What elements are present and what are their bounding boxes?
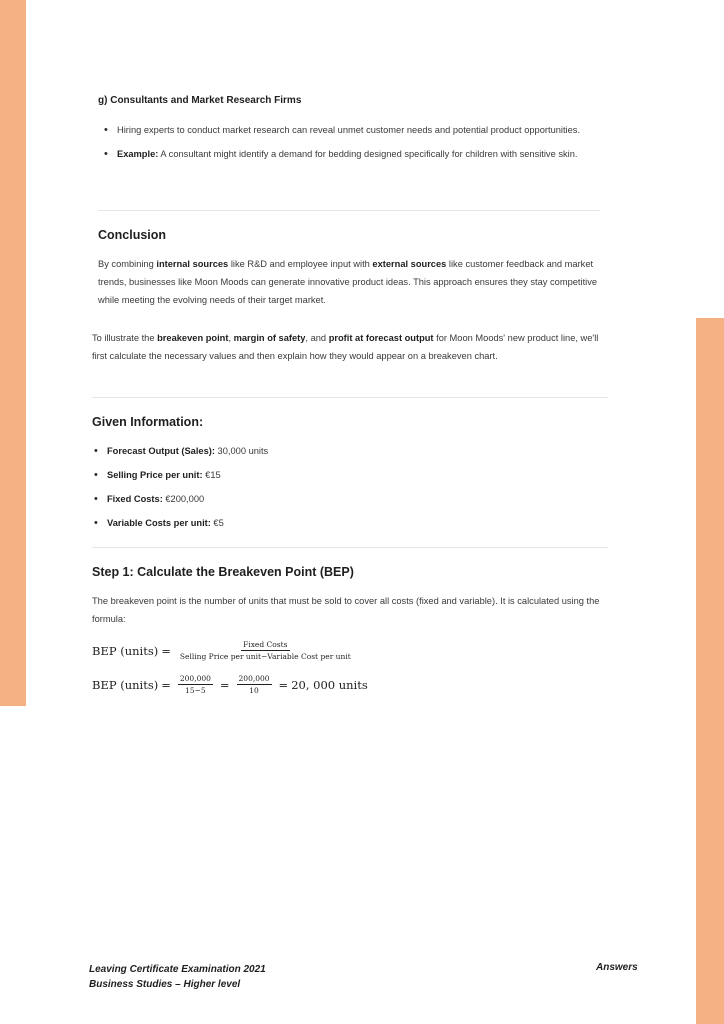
intro-text	[92, 329, 604, 365]
fraction-denominator: 10	[249, 686, 259, 695]
list-item	[92, 466, 592, 484]
conclusion-text	[98, 255, 606, 309]
divider	[98, 210, 600, 211]
bold-run: internal sources	[156, 259, 229, 269]
text-run: To illustrate the	[92, 333, 158, 343]
text-run: By combining	[98, 259, 157, 269]
given-list	[92, 442, 592, 532]
fraction-numerator: 200,000	[179, 674, 211, 683]
list-item	[102, 145, 592, 163]
footer-line: Leaving Certificate Examination 2021	[89, 964, 266, 975]
conclusion-heading: Conclusion	[98, 228, 167, 242]
item-value: €5	[210, 518, 224, 528]
list-item	[92, 514, 592, 532]
item-value: €200,000	[162, 494, 205, 504]
fraction-numerator: 200,000	[238, 674, 270, 683]
fraction-denominator: Selling Price per unit−Variable Cost per unit	[179, 652, 351, 661]
bullet-text: Hiring experts to conduct market research can reveal unmet customer needs and potential product opportunities.	[117, 125, 581, 135]
equals-sign: =	[161, 677, 171, 692]
item-label: Variable Costs per unit:	[107, 518, 211, 528]
bep-calculation	[92, 674, 368, 695]
text-run: like R&D and employee input with	[228, 259, 373, 269]
equals-sign: =	[219, 677, 230, 692]
bullet-text: A consultant might identify a demand for bedding designed specifically for children with sensitive skin.	[158, 149, 578, 159]
consultants-heading: g) Consultants and Market Research Firms	[98, 95, 302, 106]
fraction-denominator: 15−5	[185, 686, 206, 695]
formula-fraction	[237, 674, 272, 695]
formula-fraction	[178, 640, 353, 661]
formula-lhs: BEP (units)	[92, 643, 159, 658]
left-accent-bar	[0, 0, 26, 706]
bold-run: external sources	[372, 259, 447, 269]
item-value: 30,000 units	[214, 446, 269, 456]
bold-run: profit at forecast output	[328, 333, 434, 343]
list-item	[92, 442, 592, 460]
formula-lhs: BEP (units)	[92, 677, 159, 692]
fraction-numerator: Fixed Costs	[243, 640, 288, 649]
formula-result: 20, 000 units	[291, 677, 368, 692]
footer-line: Business Studies – Higher level	[89, 979, 241, 990]
bep-formula	[92, 640, 357, 661]
item-label: Selling Price per unit:	[107, 470, 203, 480]
bullet-label: Example:	[117, 149, 159, 159]
list-item	[102, 121, 592, 139]
item-value: €15	[202, 470, 221, 480]
text-run: , and	[305, 333, 329, 343]
given-heading: Given Information:	[92, 415, 204, 429]
footer-answers-label: Answers	[596, 962, 638, 973]
item-label: Fixed Costs:	[107, 494, 163, 504]
divider	[92, 547, 608, 548]
right-accent-bar	[696, 318, 724, 1024]
divider	[92, 397, 608, 398]
formula-fraction	[178, 674, 213, 695]
text-run: like customer feedback and market trends, businesses like Moon Moods can generate innovative product ideas. This approach ensures they stay competitive while meeting the evolving needs of their target market.	[98, 259, 598, 305]
step1-heading: Step 1: Calculate the Breakeven Point (BEP)	[92, 565, 354, 579]
text-run: for Moon Moods' new product line, we'll first calculate the necessary values and then explain how they would appear on a breakeven chart.	[92, 333, 599, 361]
step1-text: The breakeven point is the number of units that must be sold to cover all costs (fixed and variable). It is calculated using the formula:	[92, 596, 600, 624]
bold-run: breakeven point	[157, 333, 229, 343]
equals-sign: =	[161, 643, 171, 658]
list-item	[92, 490, 592, 508]
bold-run: margin of safety	[233, 333, 306, 343]
footer-exam-info	[89, 962, 266, 992]
consultants-list	[102, 121, 592, 163]
equals-sign: =	[278, 677, 289, 692]
text-run: ,	[228, 333, 234, 343]
item-label: Forecast Output (Sales):	[107, 446, 215, 456]
